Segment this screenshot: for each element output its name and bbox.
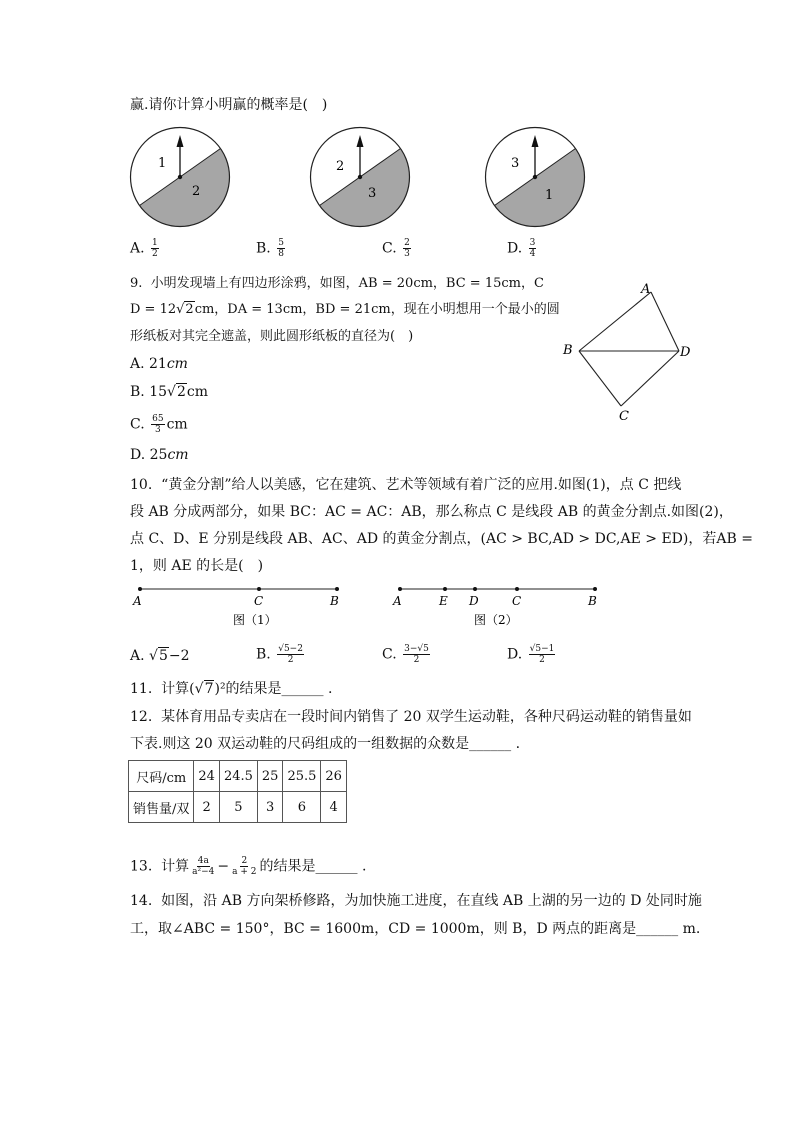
q8-text: 赢.请你计算小明赢的概率是( ) [130, 97, 328, 113]
spinner-3-white-label: 3 [511, 156, 520, 171]
q14-line-1: 14. 如图，沿 AB 方向架桥修路，为加快施工进度，在直线 AB 上湖的另一边的 D 处同时施 [130, 893, 702, 909]
q9-label-b: B [563, 343, 573, 358]
fig2-label-b: B [588, 594, 597, 608]
q9-line-1: 9. 小明发现墙上有四边形涂鸦，如图，AB = 20cm，BC = 15cm，C [130, 276, 544, 291]
spinner-3 [486, 128, 585, 227]
q8-option-b-letter: B. [256, 240, 271, 257]
q8-option-a-letter: A. [130, 240, 145, 257]
q13-fraction-1: $\frac{4a}{\text{a²−4}}$ [192, 856, 215, 877]
q12-size-table [128, 760, 347, 823]
q9-option-c-fraction: $\frac{65}{3}$ [152, 414, 164, 435]
q9-label-a: A [641, 282, 651, 297]
q12-line-1: 12. 某体育用品专卖店在一段时间内销售了 20 双学生运动鞋，各种尺码运动鞋的销售量如 [130, 709, 692, 725]
spinner-2-white-label: 2 [336, 159, 345, 174]
fig2-caption: 图（2） [474, 613, 518, 627]
q10-option-a[interactable]: A. √5−2 [130, 648, 190, 664]
table-cell: 25.5 [283, 761, 321, 792]
q9-option-c[interactable]: C. $\frac{65}{3}$ cm [130, 414, 188, 435]
q13-fraction-2: $\frac{2}{a + 2}$ [232, 856, 257, 877]
q10-line-2: 段 AB 分成两部分，如果 BC：AC = AC：AB，那么称点 C 是线段 AB 的黄金分割点.如图(2)， [130, 504, 733, 520]
q8-option-c-fraction: $\frac{2}{3}$ [404, 238, 410, 259]
q9-option-b[interactable]: B. 15√2cm [130, 384, 208, 400]
q8-option-a-fraction: $\frac{1}{2}$ [152, 238, 158, 259]
fig2-label-e: E [439, 594, 448, 608]
q9-line-2: D = 12√2cm，DA = 13cm，BD = 21cm，现在小明想用一个最小的圆 [130, 302, 560, 317]
fig1-label-c: C [254, 594, 264, 608]
q9-option-a[interactable]: A. 21cm [130, 356, 188, 372]
q10-option-d[interactable]: D. $\frac{√5-1}{2}$ [507, 644, 555, 665]
table-cell: 24 [194, 761, 220, 792]
q10-line-3: 点 C、D、E 分别是线段 AB、AC、AD 的黄金分割点，(AC > BC,AD > DC,AE > ED)，若AB = [130, 531, 753, 547]
fig1-caption: 图（1） [233, 613, 277, 627]
spinner-2-gray-label: 3 [368, 186, 377, 201]
q9-line-3: 形纸板对其完全遮盖，则此圆形纸板的直径为( ) [130, 329, 414, 344]
table-row [129, 761, 347, 792]
table-head-count: 销售量/双 [129, 792, 194, 823]
fig1-label-a: A [133, 594, 142, 608]
q13-line: 13. 计算 $\frac{4a}{\text{a²−4}}$ − $\frac{2}{a + 2}$ 的结果是______ . [130, 856, 367, 877]
q10-option-b-fraction: $\frac{√5-2}{2}$ [278, 644, 303, 665]
table-cell: 25 [257, 761, 283, 792]
table-head-size: 尺码/cm [129, 761, 194, 792]
q8-option-d-letter: D. [507, 240, 523, 257]
q10-option-d-fraction: $\frac{√5-1}{2}$ [529, 644, 555, 665]
q10-figure-2 [392, 587, 597, 627]
fig2-label-c: C [512, 594, 522, 608]
q9-option-d[interactable]: D. 25cm [130, 447, 189, 463]
q9-label-c: C [619, 409, 629, 424]
q8-option-c[interactable] [382, 238, 413, 259]
table-cell: 24.5 [219, 761, 257, 792]
fig1-label-b: B [330, 594, 339, 608]
q11-line: 11. 计算(√7)²的结果是______ . [130, 681, 333, 697]
q12-line-2: 下表.则这 20 双运动鞋的尺码组成的一组数据的众数是______ . [130, 736, 521, 752]
q10-option-c-fraction: $\frac{3-√5}{2}$ [404, 644, 429, 665]
q8-spinners-figure [120, 122, 600, 232]
q8-option-d[interactable] [507, 238, 538, 259]
spinner-1-white-label: 1 [158, 156, 167, 171]
q10-line-1: 10. “黄金分割”给人以美感，它在建筑、艺术等领域有着广泛的应用.如图(1)，点 C 把线 [130, 477, 682, 493]
table-cell: 4 [321, 792, 347, 823]
q9-quadrilateral-figure [555, 280, 705, 425]
table-cell: 2 [194, 792, 220, 823]
table-cell: 5 [219, 792, 257, 823]
q10-option-b[interactable]: B. $\frac{√5-2}{2}$ [256, 644, 303, 665]
spinner-2 [311, 128, 410, 227]
q8-option-b-fraction: $\frac{5}{8}$ [278, 238, 284, 259]
q8-option-a[interactable] [130, 238, 161, 259]
q8-option-b[interactable] [256, 238, 287, 259]
table-row [129, 792, 347, 823]
spinner-1-gray-label: 2 [192, 184, 201, 199]
q8-option-d-fraction: $\frac{3}{4}$ [529, 238, 536, 259]
fig2-label-d: D [469, 594, 479, 608]
q8-option-c-letter: C. [382, 240, 397, 257]
q10-figure-1 [132, 587, 339, 627]
spinner-1 [131, 128, 230, 227]
table-cell: 3 [257, 792, 283, 823]
fig2-label-a: A [393, 594, 402, 608]
q14-line-2: 工，取∠ABC = 150°，BC = 1600m，CD = 1000m，则 B，D 两点的距离是______ m. [130, 921, 701, 937]
q9-label-d: D [680, 345, 691, 360]
spinner-3-gray-label: 1 [545, 188, 554, 203]
q10-segment-figures [125, 580, 615, 630]
q10-option-c[interactable]: C. $\frac{3-√5}{2}$ [382, 644, 429, 665]
table-cell: 6 [283, 792, 321, 823]
table-cell: 26 [321, 761, 347, 792]
q10-line-4: 1，则 AE 的长是( ) [130, 558, 264, 574]
